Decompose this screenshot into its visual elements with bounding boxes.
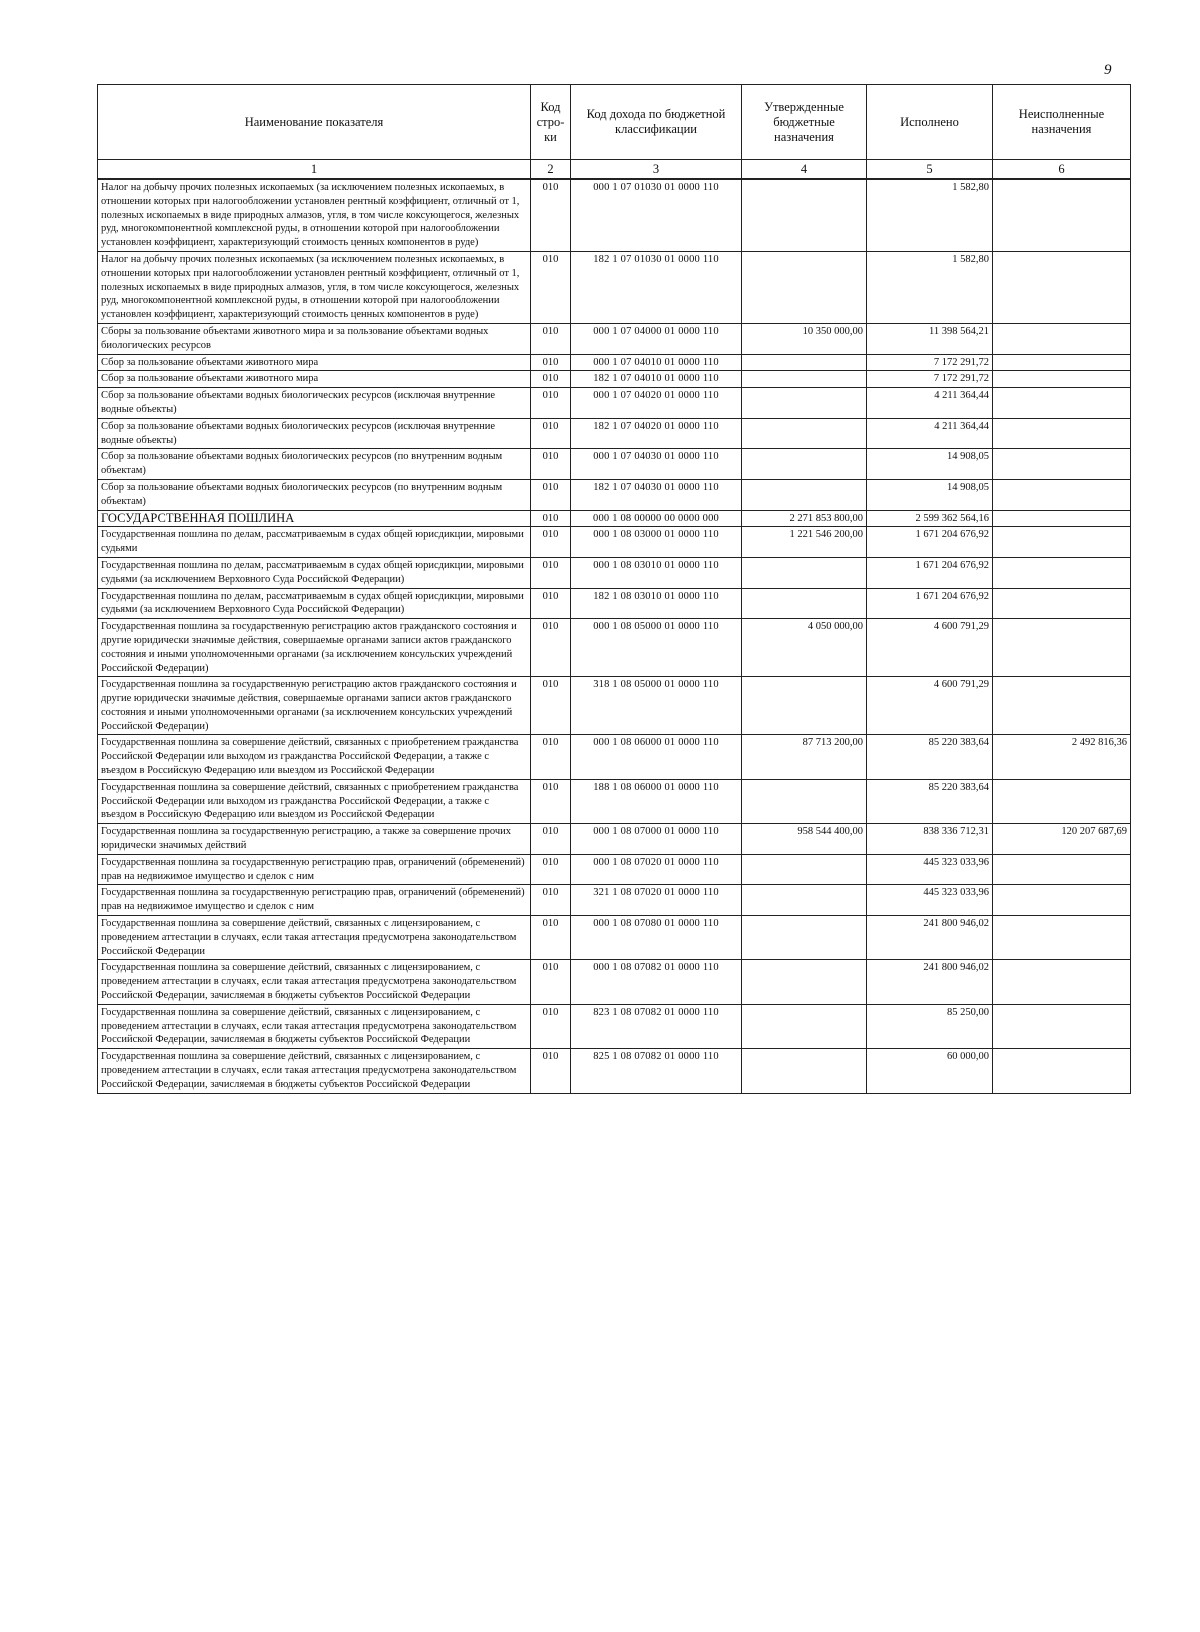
executed-cell: 14 908,05 — [867, 449, 993, 480]
unexecuted-cell — [993, 479, 1131, 510]
column-number: 4 — [742, 160, 867, 180]
indicator-name-cell: Сборы за пользование объектами животного мира и за пользование объектами водных биологических ресурсов — [98, 323, 531, 354]
line-code-cell: 010 — [531, 588, 571, 619]
line-code-cell: 010 — [531, 1049, 571, 1093]
line-code-cell: 010 — [531, 388, 571, 419]
budget-execution-table — [97, 84, 1131, 1094]
income-code-cell: 188 1 08 06000 01 0000 110 — [571, 779, 742, 823]
line-code-cell: 010 — [531, 323, 571, 354]
table-row — [98, 735, 1131, 779]
indicator-name-cell: Государственная пошлина за совершение действий, связанных с приобретением гражданства Российской Федерации или выходом из гражданства Российской Федерации, а также с въездом в Российскую Федерацию или выездом из Российской Федерации — [98, 779, 531, 823]
header-income-code: Код дохода по бюджетной классификации — [571, 85, 742, 160]
line-code-cell: 010 — [531, 251, 571, 323]
table-row — [98, 960, 1131, 1004]
unexecuted-cell: 120 207 687,69 — [993, 824, 1131, 855]
line-code-cell: 010 — [531, 916, 571, 960]
line-code-cell: 010 — [531, 619, 571, 677]
line-code-cell: 010 — [531, 354, 571, 371]
approved-cell: 10 350 000,00 — [742, 323, 867, 354]
income-code-cell: 182 1 07 01030 01 0000 110 — [571, 251, 742, 323]
executed-cell: 60 000,00 — [867, 1049, 993, 1093]
executed-cell: 4 211 364,44 — [867, 388, 993, 419]
table-row — [98, 557, 1131, 588]
unexecuted-cell — [993, 388, 1131, 419]
executed-cell: 85 220 383,64 — [867, 779, 993, 823]
unexecuted-cell — [993, 619, 1131, 677]
indicator-name-cell: Сбор за пользование объектами животного мира — [98, 371, 531, 388]
unexecuted-cell — [993, 1004, 1131, 1048]
column-number: 6 — [993, 160, 1131, 180]
approved-cell — [742, 854, 867, 885]
unexecuted-cell — [993, 557, 1131, 588]
income-code-cell: 000 1 08 03000 01 0000 110 — [571, 527, 742, 558]
column-number-row — [98, 160, 1131, 180]
approved-cell: 2 271 853 800,00 — [742, 510, 867, 527]
unexecuted-cell: 2 492 816,36 — [993, 735, 1131, 779]
approved-cell — [742, 960, 867, 1004]
unexecuted-cell — [993, 179, 1131, 251]
approved-cell: 958 544 400,00 — [742, 824, 867, 855]
table-header-row — [98, 85, 1131, 160]
indicator-name-cell: Государственная пошлина за государственную регистрацию, а также за совершение прочих юридически значимых действий — [98, 824, 531, 855]
executed-cell: 2 599 362 564,16 — [867, 510, 993, 527]
table-row — [98, 619, 1131, 677]
table-row — [98, 1004, 1131, 1048]
indicator-name-cell: Сбор за пользование объектами животного мира — [98, 354, 531, 371]
line-code-cell: 010 — [531, 779, 571, 823]
executed-cell: 11 398 564,21 — [867, 323, 993, 354]
table-row — [98, 916, 1131, 960]
executed-cell: 1 671 204 676,92 — [867, 557, 993, 588]
approved-cell — [742, 418, 867, 449]
indicator-name-cell: Сбор за пользование объектами водных биологических ресурсов (по внутренним водным объектам) — [98, 449, 531, 480]
column-number: 3 — [571, 160, 742, 180]
table-row — [98, 479, 1131, 510]
column-number: 5 — [867, 160, 993, 180]
income-code-cell: 000 1 08 07020 01 0000 110 — [571, 854, 742, 885]
line-code-cell: 010 — [531, 854, 571, 885]
executed-cell: 1 582,80 — [867, 179, 993, 251]
approved-cell — [742, 354, 867, 371]
approved-cell — [742, 179, 867, 251]
unexecuted-cell — [993, 371, 1131, 388]
income-code-cell: 182 1 07 04020 01 0000 110 — [571, 418, 742, 449]
approved-cell: 4 050 000,00 — [742, 619, 867, 677]
table-row — [98, 824, 1131, 855]
unexecuted-cell — [993, 854, 1131, 885]
income-code-cell: 000 1 07 04010 01 0000 110 — [571, 354, 742, 371]
unexecuted-cell — [993, 960, 1131, 1004]
unexecuted-cell — [993, 449, 1131, 480]
line-code-cell: 010 — [531, 527, 571, 558]
approved-cell — [742, 557, 867, 588]
header-approved: Утвержденные бюджетные назначения — [742, 85, 867, 160]
executed-cell: 1 671 204 676,92 — [867, 588, 993, 619]
line-code-cell: 010 — [531, 1004, 571, 1048]
income-code-cell: 825 1 08 07082 01 0000 110 — [571, 1049, 742, 1093]
executed-cell: 4 211 364,44 — [867, 418, 993, 449]
line-code-cell: 010 — [531, 677, 571, 735]
unexecuted-cell — [993, 885, 1131, 916]
unexecuted-cell — [993, 588, 1131, 619]
executed-cell: 85 220 383,64 — [867, 735, 993, 779]
income-code-cell: 823 1 08 07082 01 0000 110 — [571, 1004, 742, 1048]
approved-cell — [742, 388, 867, 419]
income-code-cell: 182 1 08 03010 01 0000 110 — [571, 588, 742, 619]
table-row — [98, 527, 1131, 558]
table-row — [98, 323, 1131, 354]
executed-cell: 445 323 033,96 — [867, 885, 993, 916]
unexecuted-cell — [993, 916, 1131, 960]
executed-cell: 14 908,05 — [867, 479, 993, 510]
line-code-cell: 010 — [531, 371, 571, 388]
approved-cell — [742, 588, 867, 619]
indicator-name-cell: Государственная пошлина за совершение действий, связанных с лицензированием, с проведением аттестации в случаях, если такая аттестация предусмотрена законодательством Российской Федерации, зачисляемая в бюджеты субъектов Российской Федерации — [98, 960, 531, 1004]
income-code-cell: 321 1 08 07020 01 0000 110 — [571, 885, 742, 916]
executed-cell: 445 323 033,96 — [867, 854, 993, 885]
approved-cell — [742, 916, 867, 960]
approved-cell — [742, 885, 867, 916]
indicator-name-cell: Государственная пошлина за совершение действий, связанных с приобретением гражданства Российской Федерации или выходом из гражданства Российской Федерации, а также с въездом в Российскую Федерацию или выездом из Российской Федерации — [98, 735, 531, 779]
line-code-cell: 010 — [531, 960, 571, 1004]
income-code-cell: 000 1 08 07000 01 0000 110 — [571, 824, 742, 855]
table-row — [98, 1049, 1131, 1093]
table-row — [98, 854, 1131, 885]
table-row — [98, 510, 1131, 527]
executed-cell: 4 600 791,29 — [867, 619, 993, 677]
income-code-cell: 000 1 07 01030 01 0000 110 — [571, 179, 742, 251]
header-line-code: Код стро-ки — [531, 85, 571, 160]
unexecuted-cell — [993, 354, 1131, 371]
executed-cell: 1 671 204 676,92 — [867, 527, 993, 558]
indicator-name-cell: Государственная пошлина за государственную регистрацию актов гражданского состояния и другие юридически значимые действия, совершаемые органами записи актов гражданского состояния и иными уполномоченными органами (за исключением консульских учреждений Российской Федерации) — [98, 677, 531, 735]
table-row — [98, 677, 1131, 735]
table-row — [98, 179, 1131, 251]
approved-cell — [742, 449, 867, 480]
approved-cell — [742, 479, 867, 510]
table-row — [98, 885, 1131, 916]
approved-cell — [742, 1049, 867, 1093]
indicator-name-cell: Сбор за пользование объектами водных биологических ресурсов (по внутренним водным объектам) — [98, 479, 531, 510]
table-row — [98, 251, 1131, 323]
line-code-cell: 010 — [531, 735, 571, 779]
unexecuted-cell — [993, 510, 1131, 527]
unexecuted-cell — [993, 677, 1131, 735]
indicator-name-cell: ГОСУДАРСТВЕННАЯ ПОШЛИНА — [98, 510, 531, 527]
table-row — [98, 449, 1131, 480]
indicator-name-cell: Государственная пошлина за государственную регистрацию актов гражданского состояния и другие юридически значимые действия, совершаемые органами записи актов гражданского состояния и иными уполномоченными органами (за исключением консульских учреждений Российской Федерации) — [98, 619, 531, 677]
indicator-name-cell: Сбор за пользование объектами водных биологических ресурсов (исключая внутренние водные объекты) — [98, 388, 531, 419]
line-code-cell: 010 — [531, 479, 571, 510]
table-row — [98, 354, 1131, 371]
indicator-name-cell: Государственная пошлина за государственную регистрацию прав, ограничений (обременений) прав на недвижимое имущество и сделок с ним — [98, 885, 531, 916]
income-code-cell: 000 1 07 04030 01 0000 110 — [571, 449, 742, 480]
income-code-cell: 000 1 08 00000 00 0000 000 — [571, 510, 742, 527]
approved-cell: 87 713 200,00 — [742, 735, 867, 779]
table-row — [98, 388, 1131, 419]
income-code-cell: 000 1 08 05000 01 0000 110 — [571, 619, 742, 677]
executed-cell: 85 250,00 — [867, 1004, 993, 1048]
income-code-cell: 000 1 08 07082 01 0000 110 — [571, 960, 742, 1004]
approved-cell: 1 221 546 200,00 — [742, 527, 867, 558]
approved-cell — [742, 371, 867, 388]
indicator-name-cell: Государственная пошлина за государственную регистрацию прав, ограничений (обременений) прав на недвижимое имущество и сделок с ним — [98, 854, 531, 885]
approved-cell — [742, 779, 867, 823]
indicator-name-cell: Государственная пошлина по делам, рассматриваемым в судах общей юрисдикции, мировыми судьями (за исключением Верховного Суда Российской Федерации) — [98, 557, 531, 588]
indicator-name-cell: Государственная пошлина за совершение действий, связанных с лицензированием, с проведением аттестации в случаях, если такая аттестация предусмотрена законодательством Российской Федерации, зачисляемая в бюджеты субъектов Российской Федерации — [98, 1004, 531, 1048]
unexecuted-cell — [993, 251, 1131, 323]
indicator-name-cell: Государственная пошлина по делам, рассматриваемым в судах общей юрисдикции, мировыми судьями — [98, 527, 531, 558]
approved-cell — [742, 1004, 867, 1048]
line-code-cell: 010 — [531, 179, 571, 251]
income-code-cell: 000 1 08 07080 01 0000 110 — [571, 916, 742, 960]
page-number: 9 — [1104, 62, 1112, 78]
indicator-name-cell: Государственная пошлина по делам, рассматриваемым в судах общей юрисдикции, мировыми судьями (за исключением Верховного Суда Российской Федерации) — [98, 588, 531, 619]
income-code-cell: 182 1 07 04010 01 0000 110 — [571, 371, 742, 388]
income-code-cell: 000 1 07 04000 01 0000 110 — [571, 323, 742, 354]
indicator-name-cell: Государственная пошлина за совершение действий, связанных с лицензированием, с проведением аттестации в случаях, если такая аттестация предусмотрена законодательством Российской Федерации, зачисляемая в бюджеты субъектов Российской Федерации — [98, 1049, 531, 1093]
unexecuted-cell — [993, 323, 1131, 354]
table-row — [98, 779, 1131, 823]
executed-cell: 838 336 712,31 — [867, 824, 993, 855]
approved-cell — [742, 251, 867, 323]
column-number: 2 — [531, 160, 571, 180]
executed-cell: 241 800 946,02 — [867, 960, 993, 1004]
executed-cell: 1 582,80 — [867, 251, 993, 323]
line-code-cell: 010 — [531, 824, 571, 855]
indicator-name-cell: Налог на добычу прочих полезных ископаемых (за исключением полезных ископаемых, в отношении которых при налогообложении установлен рентный коэффициент, отличный от 1, полезных ископаемых в виде природных алмазов, угля, в том числе коксующегося, железных руд, многокомпонентной комплексной руды, в отношении которой при налогообложении установлен коэффициент, характеризующий стоимость ценных компонентов в руде) — [98, 179, 531, 251]
unexecuted-cell — [993, 1049, 1131, 1093]
executed-cell: 241 800 946,02 — [867, 916, 993, 960]
table-body — [98, 179, 1131, 1093]
executed-cell: 4 600 791,29 — [867, 677, 993, 735]
approved-cell — [742, 677, 867, 735]
executed-cell: 7 172 291,72 — [867, 371, 993, 388]
table-row — [98, 418, 1131, 449]
line-code-cell: 010 — [531, 510, 571, 527]
indicator-name-cell: Государственная пошлина за совершение действий, связанных с лицензированием, с проведением аттестации в случаях, если такая аттестация предусмотрена законодательством Российской Федерации — [98, 916, 531, 960]
income-code-cell: 000 1 08 06000 01 0000 110 — [571, 735, 742, 779]
line-code-cell: 010 — [531, 885, 571, 916]
income-code-cell: 182 1 07 04030 01 0000 110 — [571, 479, 742, 510]
line-code-cell: 010 — [531, 418, 571, 449]
header-executed: Исполнено — [867, 85, 993, 160]
line-code-cell: 010 — [531, 449, 571, 480]
table-row — [98, 371, 1131, 388]
income-code-cell: 000 1 07 04020 01 0000 110 — [571, 388, 742, 419]
header-indicator-name: Наименование показателя — [98, 85, 531, 160]
income-code-cell: 000 1 08 03010 01 0000 110 — [571, 557, 742, 588]
header-unexecuted: Неисполненные назначения — [993, 85, 1131, 160]
unexecuted-cell — [993, 779, 1131, 823]
indicator-name-cell: Налог на добычу прочих полезных ископаемых (за исключением полезных ископаемых, в отношении которых при налогообложении установлен рентный коэффициент, отличный от 1, полезных ископаемых в виде природных алмазов, угля, в том числе коксующегося, железных руд, многокомпонентной комплексной руды, в отношении которой при налогообложении установлен коэффициент, характеризующий стоимость ценных компонентов в руде) — [98, 251, 531, 323]
executed-cell: 7 172 291,72 — [867, 354, 993, 371]
line-code-cell: 010 — [531, 557, 571, 588]
column-number: 1 — [98, 160, 531, 180]
table-row — [98, 588, 1131, 619]
unexecuted-cell — [993, 527, 1131, 558]
indicator-name-cell: Сбор за пользование объектами водных биологических ресурсов (исключая внутренние водные объекты) — [98, 418, 531, 449]
unexecuted-cell — [993, 418, 1131, 449]
income-code-cell: 318 1 08 05000 01 0000 110 — [571, 677, 742, 735]
